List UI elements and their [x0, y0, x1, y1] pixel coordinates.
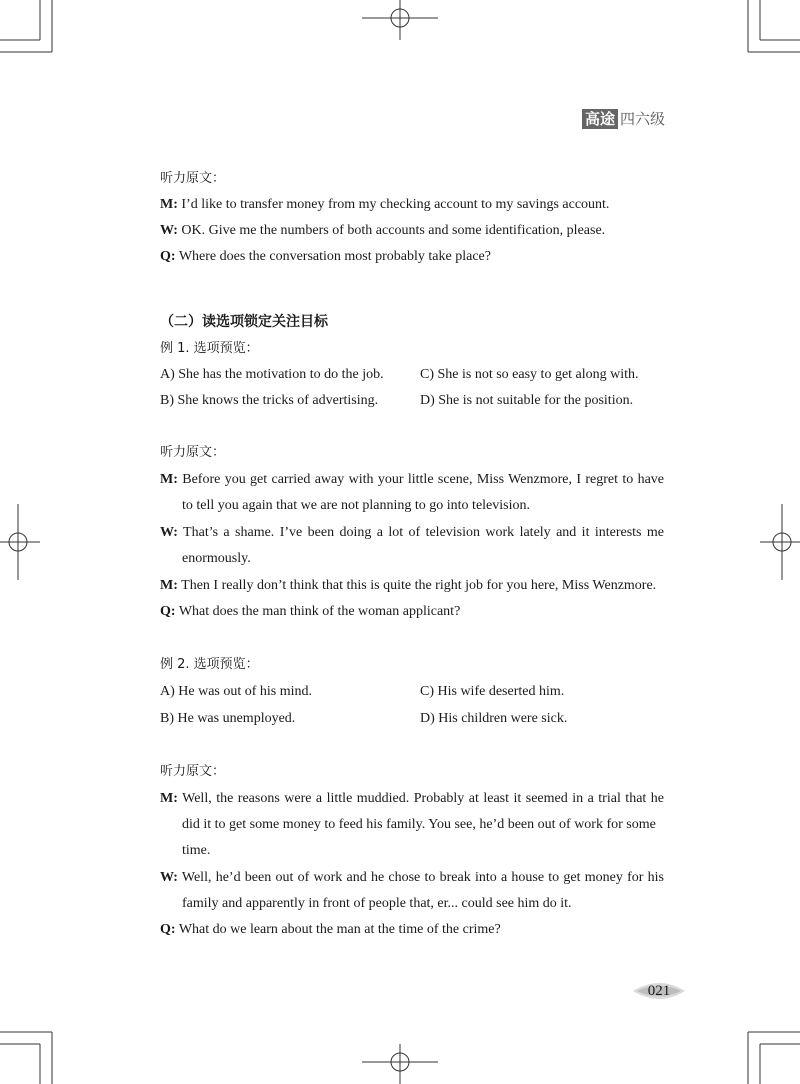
dialogue-line: [160, 790, 664, 808]
page-number: 021: [647, 983, 671, 999]
example-label: 例 2. 选项预览：: [160, 657, 259, 672]
speaker-label: Q:: [160, 604, 176, 619]
dialogue-line: [160, 196, 609, 214]
dialogue-text: OK. Give me the numbers of both accounts and some identification, please.: [181, 223, 606, 238]
dialogue-continuation: enormously.: [182, 551, 251, 566]
dialogue-continuation: family and apparently in front of people that, er... could see him do it.: [182, 896, 572, 911]
option-c: C) She is not so easy to get along with.: [420, 367, 639, 382]
speaker-label: Q:: [160, 922, 176, 937]
option-d: D) His children were sick.: [420, 711, 568, 726]
dialogue-continuation: time.: [182, 843, 211, 858]
speaker-label: W:: [160, 870, 178, 885]
option-d: D) She is not suitable for the position.: [420, 393, 634, 408]
dialogue-text: Well, the reasons were a little muddied. Probably at least it seemed in a trial that he: [182, 791, 665, 806]
question-text: Where does the conversation most probably take place?: [178, 249, 491, 264]
section-title: （二）读选项锁定关注目标: [160, 314, 328, 330]
transcript-heading: 听力原文：: [160, 445, 226, 460]
question-text: What do we learn about the man at the time of the crime?: [178, 922, 501, 937]
speaker-label: M:: [160, 578, 178, 593]
dialogue-text: Then I really don’t think that this is quite the right job for you here, Miss Wenzmore.: [181, 578, 657, 593]
dialogue-continuation: did it to get some money to feed his family. You see, he’d been out of work for some: [182, 817, 656, 832]
speaker-label: M:: [160, 472, 178, 487]
option-a: A) He was out of his mind.: [160, 684, 313, 699]
option-a: A) She has the motivation to do the job.: [160, 367, 384, 382]
dialogue-line: [160, 869, 664, 887]
question-text: What does the man think of the woman applicant?: [178, 604, 461, 619]
dialogue-continuation: to tell you again that we are not planning to go into television.: [182, 498, 530, 513]
dialogue-line: [160, 222, 605, 240]
dialogue-text: I’d like to transfer money from my checking account to my savings account.: [181, 197, 610, 212]
brand-logo-box: 高途: [582, 109, 618, 129]
speaker-label: W:: [160, 525, 178, 540]
option-b: B) She knows the tricks of advertising.: [160, 393, 379, 408]
speaker-label: M:: [160, 791, 178, 806]
dialogue-text: Well, he’d been out of work and he chose to break into a house to get money for his: [181, 870, 664, 885]
question-line: [160, 248, 491, 266]
dialogue-line: [160, 577, 656, 595]
transcript-heading: 听力原文：: [160, 171, 226, 186]
dialogue-text: That’s a shame. I’ve been doing a lot of television work lately and it interests me: [183, 525, 665, 540]
dialogue-line: [160, 524, 664, 542]
option-c: C) His wife deserted him.: [420, 684, 565, 699]
transcript-heading: 听力原文：: [160, 764, 226, 779]
question-line: [160, 921, 501, 939]
speaker-label: W:: [160, 223, 178, 238]
dialogue-text: Before you get carried away with your little scene, Miss Wenzmore, I regret to have: [182, 472, 665, 487]
example-label: 例 1. 选项预览：: [160, 341, 259, 356]
header-brand: [582, 109, 665, 129]
page-number-badge: [633, 981, 685, 1001]
speaker-label: M:: [160, 197, 178, 212]
question-line: [160, 603, 460, 621]
brand-logo-text: 四六级: [620, 110, 666, 128]
speaker-label: Q:: [160, 249, 176, 264]
option-b: B) He was unemployed.: [160, 711, 296, 726]
dialogue-line: [160, 471, 664, 489]
